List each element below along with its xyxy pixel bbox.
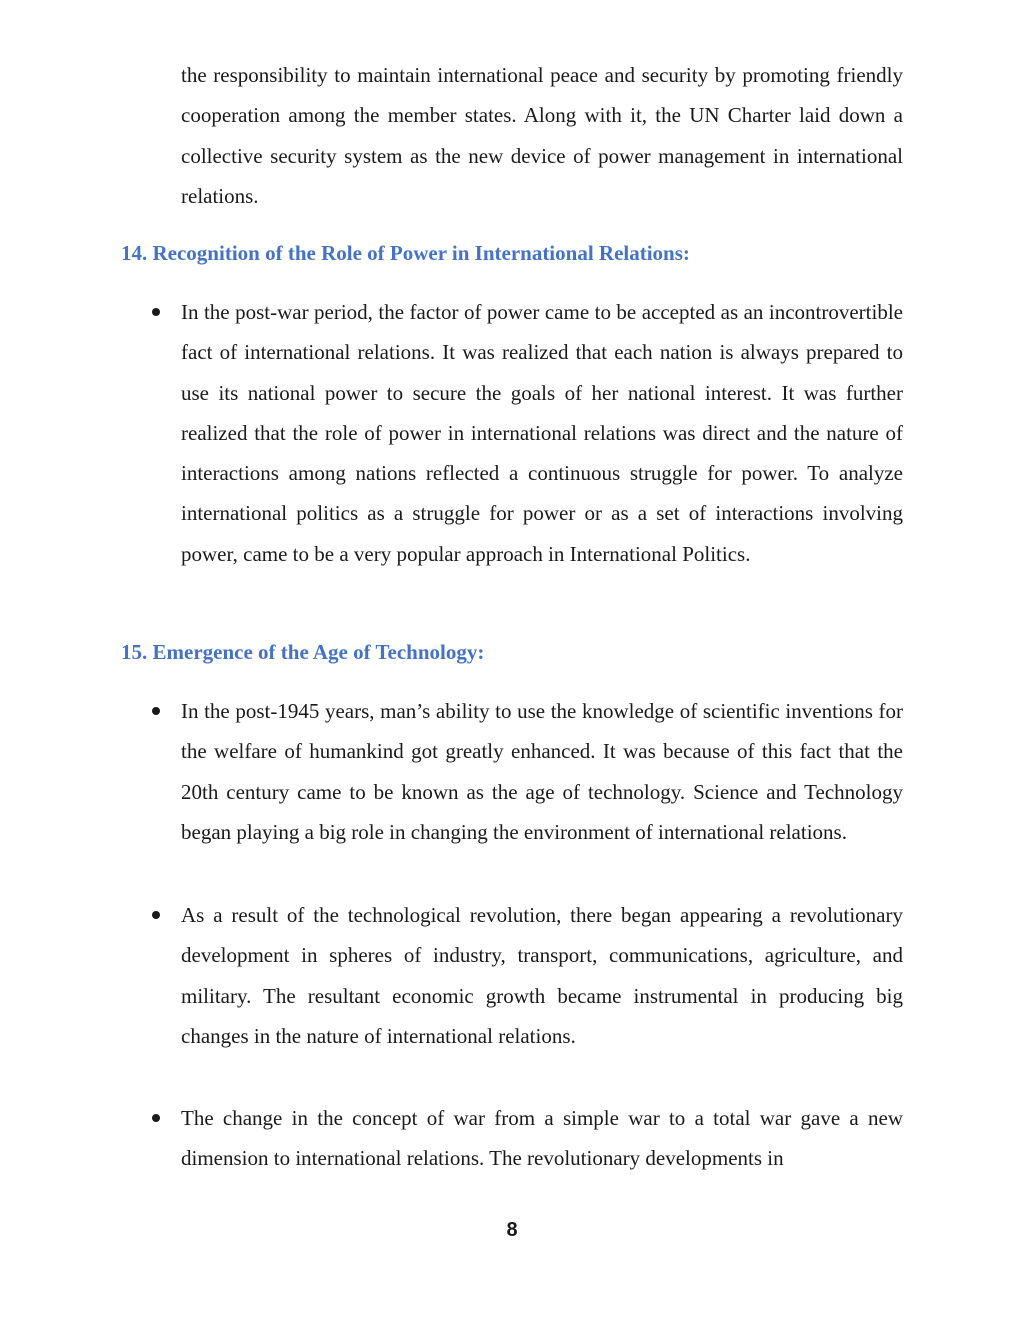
section-15-heading: 15. Emergence of the Age of Technology:	[121, 640, 485, 664]
intro-paragraph: the responsibility to maintain international peace and security by promoting friendly cooperation among the member states. Along with it, the UN Charter laid down a collective security system as the new device of power management in international relations.	[181, 63, 903, 208]
section-14-bullet-1: In the post-war period, the factor of power came to be accepted as an incontrovertible fact of international relations. It was realized that each nation is always prepared to use its national power to secure the goals of her national interest. It was further realized that the role of power in international relations was direct and the nature of interactions among nations reflected a continuous struggle for power. To analyze international politics as a struggle for power or as a set of interactions involving power, came to be a very popular approach in International Politics.	[181, 300, 903, 566]
page-number: 8	[506, 1219, 518, 1241]
bullet-icon	[152, 911, 160, 919]
bullet-icon	[152, 1114, 160, 1122]
section-15-bullet-1: In the post-1945 years, man’s ability to use the knowledge of scientific inventions for the welfare of humankind got greatly enhanced. It was because of this fact that the 20th century came to be known as the age of technology. Science and Technology began playing a big role in changing the environment of international relations.	[181, 699, 903, 844]
section-15-bullet-3: The change in the concept of war from a simple war to a total war gave a new dimension to international relations. The revolutionary developments in	[181, 1106, 903, 1171]
section-15-bullet-2: As a result of the technological revolution, there began appearing a revolutionary development in spheres of industry, transport, communications, agriculture, and military. The resultant economic growth became instrumental in producing big changes in the nature of international relations.	[181, 903, 903, 1048]
bullet-icon	[152, 308, 160, 316]
section-14-heading: 14. Recognition of the Role of Power in International Relations:	[121, 241, 690, 265]
bullet-icon	[152, 707, 160, 715]
